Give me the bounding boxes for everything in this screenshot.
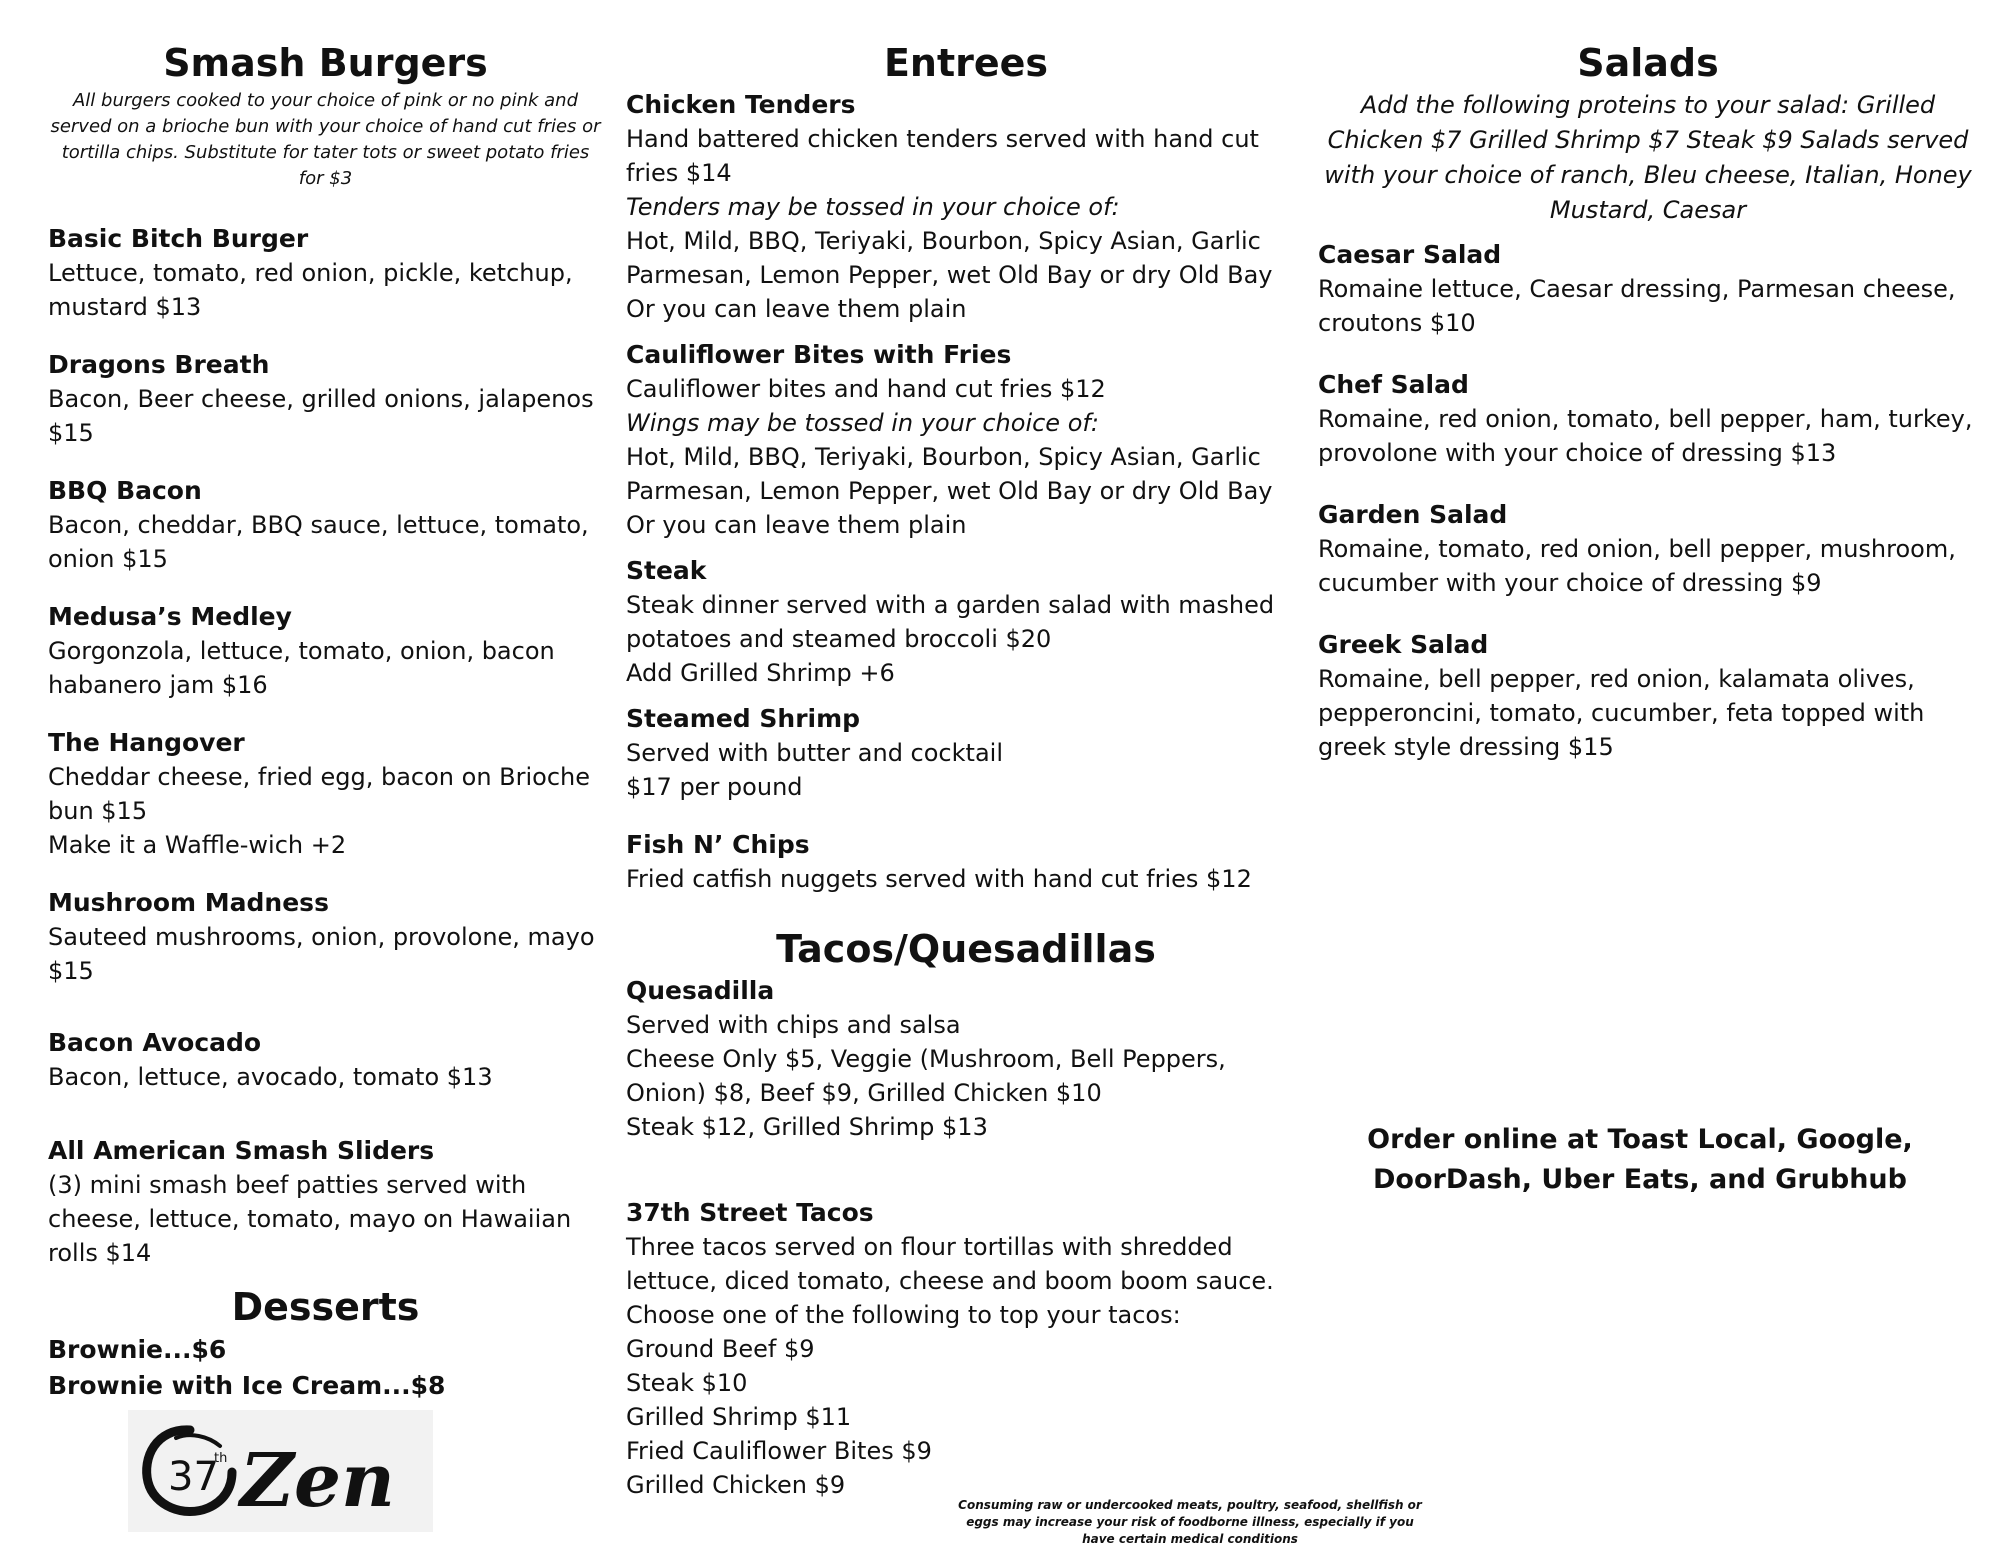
menu-item: [626, 1196, 1306, 1502]
item-name: Quesadilla: [626, 976, 775, 1005]
item-desc: Fried catfish nuggets served with hand cut fries $12: [626, 865, 1252, 893]
menu-item: [48, 222, 603, 324]
burgers-note: All burgers cooked to your choice of pink or no pink and served on a brioche bun with your choice of hand cut fries or tortilla chips. Substitute for tater tots or sweet potato fries for $3: [50, 90, 601, 189]
menu-item: [48, 1026, 603, 1094]
toss-note: Tenders may be tossed in your choice of:: [626, 193, 1120, 221]
menu-item: [626, 554, 1306, 690]
item-desc: Romaine, tomato, red onion, bell pepper, mushroom, cucumber with your choice of dressing $9: [1318, 535, 1956, 597]
topping-option: Ground Beef $9: [626, 1335, 815, 1363]
dessert-item: Brownie with Ice Cream...$8: [48, 1371, 446, 1400]
plain-option: Or you can leave them plain: [626, 511, 967, 539]
menu-item: [48, 886, 603, 988]
item-name: Medusa’s Medley: [48, 602, 292, 631]
item-name: Cauliflower Bites with Fries: [626, 340, 1012, 369]
item-name: Dragons Breath: [48, 350, 270, 379]
logo-number: 37: [168, 1454, 219, 1500]
item-name: Steak: [626, 556, 707, 585]
item-name: BBQ Bacon: [48, 476, 202, 505]
item-desc: Served with butter and cocktail: [626, 739, 1003, 767]
entrees-title: Entrees: [883, 41, 1049, 85]
item-prompt: Choose one of the following to top your tacos:: [626, 1301, 1181, 1329]
topping-option: Grilled Chicken $9: [626, 1471, 846, 1499]
topping-option: Steak $10: [626, 1369, 748, 1397]
item-name: 37th Street Tacos: [626, 1198, 874, 1227]
logo-word: Zen: [240, 1438, 395, 1524]
tacos-title: Tacos/Quesadillas: [776, 927, 1156, 971]
salads-note: Add the following proteins to your salad: Grilled Chicken $7 Grilled Shrimp $7 Steak $9 Salads served with your choice of ranch, Bleu cheese, Italian, Honey Mustard, Caesar: [1324, 91, 1972, 224]
item-desc: Bacon, Beer cheese, grilled onions, jalapenos $15: [48, 385, 594, 447]
item-options: Steak $12, Grilled Shrimp $13: [626, 1113, 988, 1141]
sauce-list: Hot, Mild, BBQ, Teriyaki, Bourbon, Spicy Asian, Garlic Parmesan, Lemon Pepper, wet Old Bay or dry Old Bay: [626, 227, 1273, 289]
item-desc: Bacon, lettuce, avocado, tomato $13: [48, 1063, 493, 1091]
menu-item: [1318, 498, 1978, 600]
food-safety-disclaimer: Consuming raw or undercooked meats, poultry, seafood, shellfish or eggs may increase your risk of foodborne illness, especially if you have certain medical conditions: [958, 1498, 1422, 1546]
entrees-column: [626, 38, 1306, 1502]
burgers-title: Smash Burgers: [163, 41, 488, 85]
menu-item: [1318, 368, 1978, 470]
item-name: All American Smash Sliders: [48, 1136, 435, 1165]
item-name: Greek Salad: [1318, 630, 1489, 659]
item-name: The Hangover: [48, 728, 245, 757]
item-addon: Make it a Waffle-wich +2: [48, 831, 347, 859]
item-desc: Served with chips and salsa: [626, 1011, 961, 1039]
desserts-title: Desserts: [231, 1285, 420, 1329]
item-name: Basic Bitch Burger: [48, 224, 309, 253]
item-desc: Three tacos served on flour tortillas with shredded lettuce, diced tomato, cheese and boom boom sauce.: [626, 1233, 1274, 1295]
item-desc: Bacon, cheddar, BBQ sauce, lettuce, tomato, onion $15: [48, 511, 589, 573]
menu-item: [626, 88, 1306, 326]
item-desc: Cheddar cheese, fried egg, bacon on Brioche bun $15: [48, 763, 591, 825]
menu-item: [626, 702, 1306, 804]
item-desc: (3) mini smash beef patties served with cheese, lettuce, tomato, mayo on Hawaiian rolls $14: [48, 1171, 572, 1267]
restaurant-logo: [128, 1410, 433, 1532]
item-options: Cheese Only $5, Veggie (Mushroom, Bell Peppers, Onion) $8, Beef $9, Grilled Chicken $10: [626, 1045, 1226, 1107]
menu-item: [48, 726, 603, 862]
salads-column: [1318, 38, 1978, 788]
salads-title: Salads: [1577, 41, 1719, 85]
menu-item: [626, 828, 1306, 896]
item-desc: Romaine, red onion, tomato, bell pepper, ham, turkey, provolone with your choice of dressing $13: [1318, 405, 1973, 467]
burgers-column: [48, 38, 603, 1532]
item-name: Mushroom Madness: [48, 888, 329, 917]
sauce-list: Hot, Mild, BBQ, Teriyaki, Bourbon, Spicy Asian, Garlic Parmesan, Lemon Pepper, wet Old Bay or dry Old Bay: [626, 443, 1273, 505]
item-desc: Cauliflower bites and hand cut fries $12: [626, 375, 1106, 403]
item-desc: Steak dinner served with a garden salad with mashed potatoes and steamed broccoli $20: [626, 591, 1275, 653]
plain-option: Or you can leave them plain: [626, 295, 967, 323]
item-desc: Gorgonzola, lettuce, tomato, onion, bacon habanero jam $16: [48, 637, 555, 699]
topping-option: Grilled Shrimp $11: [626, 1403, 852, 1431]
item-price: $17 per pound: [626, 773, 803, 801]
item-desc: Sauteed mushrooms, onion, provolone, mayo $15: [48, 923, 595, 985]
toss-note: Wings may be tossed in your choice of:: [626, 409, 1099, 437]
menu-item: [626, 974, 1306, 1144]
item-name: Chicken Tenders: [626, 90, 856, 119]
item-name: Steamed Shrimp: [626, 704, 861, 733]
topping-option: Fried Cauliflower Bites $9: [626, 1437, 932, 1465]
menu-item: [48, 348, 603, 450]
menu-item: [48, 600, 603, 702]
item-name: Caesar Salad: [1318, 240, 1502, 269]
item-desc: Romaine lettuce, Caesar dressing, Parmesan cheese, croutons $10: [1318, 275, 1956, 337]
item-addon: Add Grilled Shrimp +6: [626, 659, 895, 687]
menu-item: [48, 474, 603, 576]
item-desc: Lettuce, tomato, red onion, pickle, ketchup, mustard $13: [48, 259, 573, 321]
menu-item: [1318, 628, 1978, 764]
item-name: Bacon Avocado: [48, 1028, 262, 1057]
order-online-note: Order online at Toast Local, Google, DoorDash, Uber Eats, and Grubhub: [1367, 1124, 1913, 1195]
item-name: Garden Salad: [1318, 500, 1508, 529]
logo-mark: [128, 1410, 433, 1532]
item-name: Fish N’ Chips: [626, 830, 810, 859]
dessert-item: Brownie...$6: [48, 1335, 227, 1364]
logo-superscript: th: [214, 1451, 228, 1466]
item-desc: Hand battered chicken tenders served with hand cut fries $14: [626, 125, 1259, 187]
menu-item: [1318, 238, 1978, 340]
item-name: Chef Salad: [1318, 370, 1469, 399]
item-desc: Romaine, bell pepper, red onion, kalamata olives, pepperoncini, tomato, cucumber, feta topped with greek style dressing $15: [1318, 665, 1925, 761]
menu-item: [626, 338, 1306, 542]
menu-item: [48, 1134, 603, 1270]
